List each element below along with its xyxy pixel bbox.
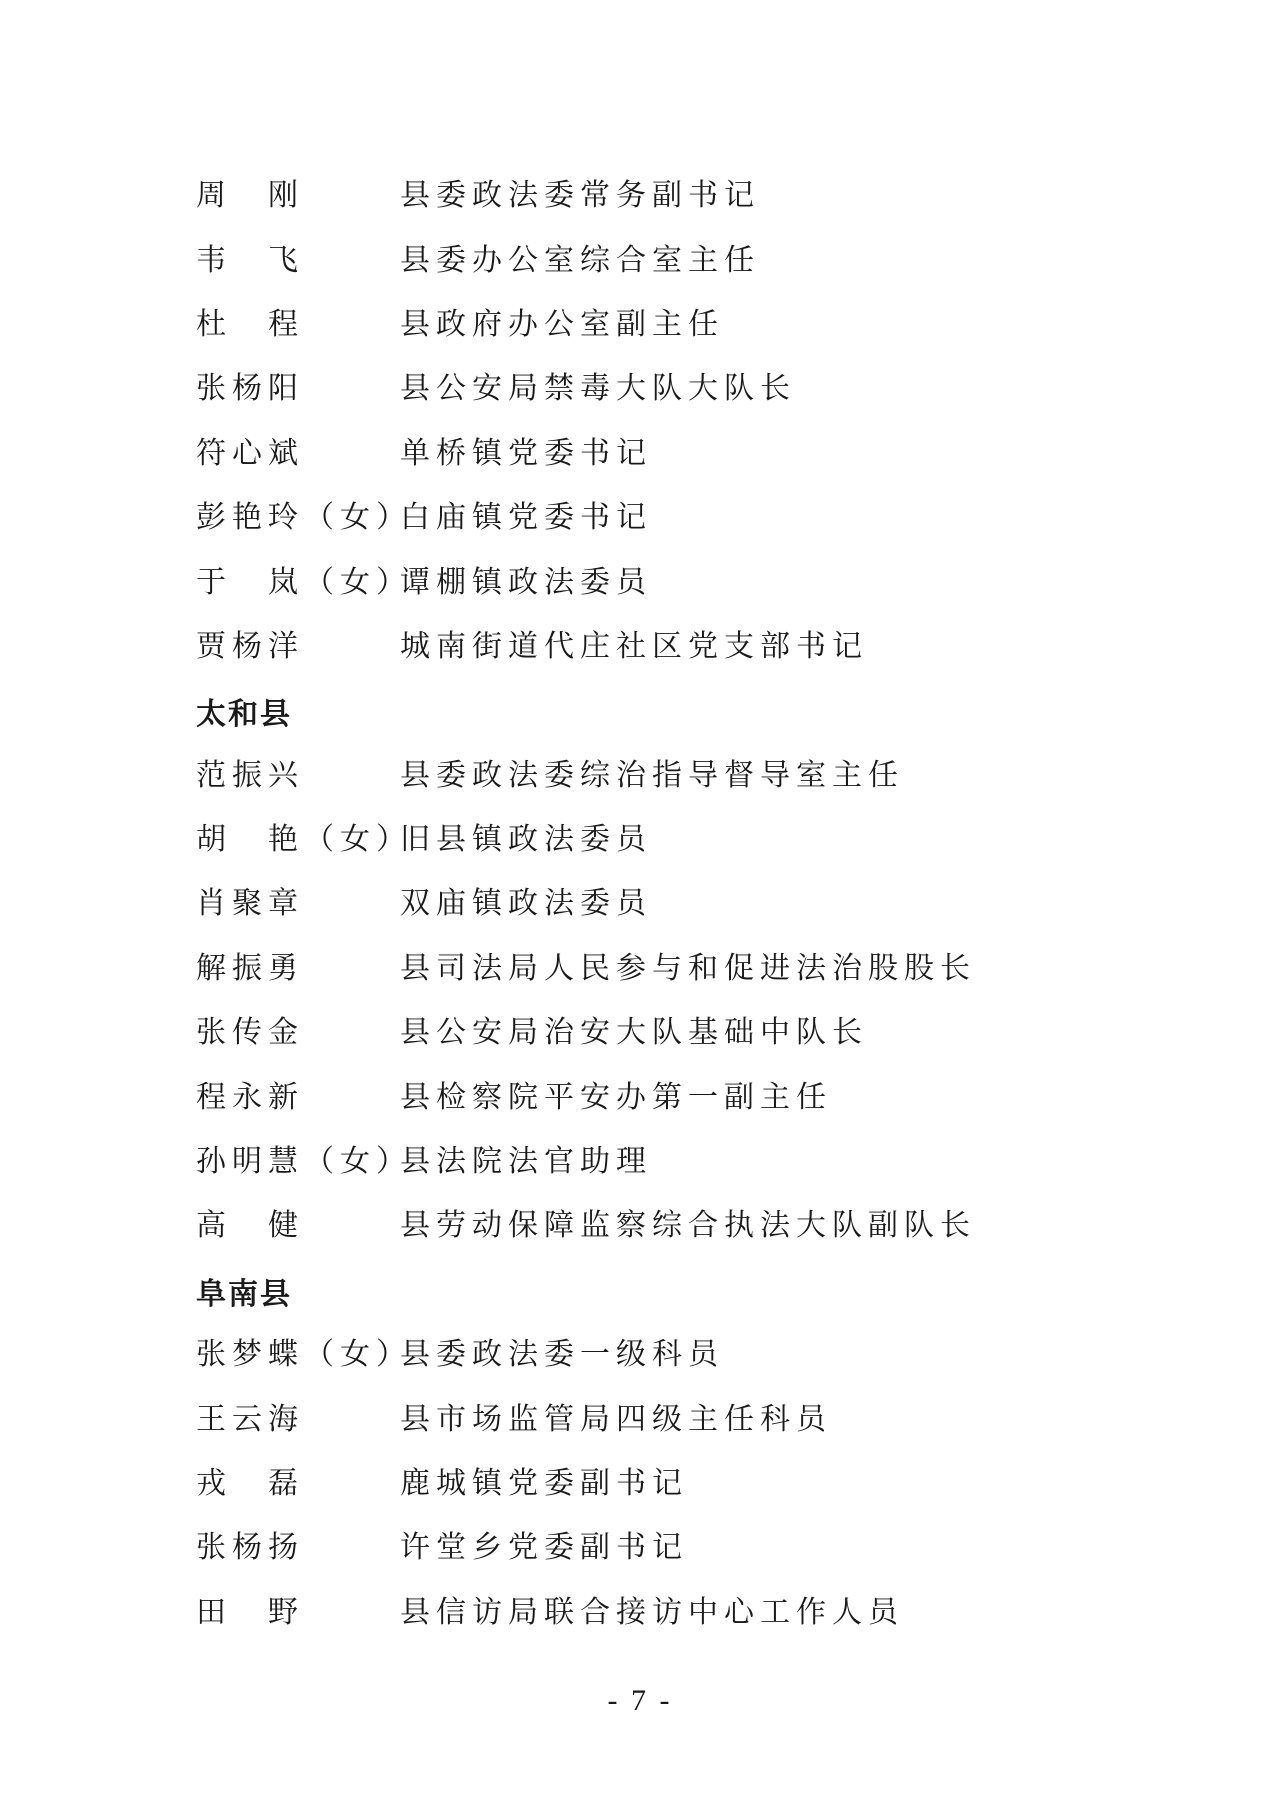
person-title: 县劳动保障监察综合执法大队副队长 (400, 1208, 976, 1244)
person-name: 杜 程 (196, 306, 304, 342)
person-name: 彭艳玲（女） (196, 500, 412, 536)
person-title: 县司法局人民参与和促进法治股股长 (400, 950, 976, 986)
person-name: 胡 艳（女） (196, 822, 412, 858)
person-title: 县委办公室综合室主任 (400, 242, 760, 278)
person-title: 旧县镇政法委员 (400, 822, 652, 858)
person-name: 肖聚章 (196, 886, 304, 922)
list-item (196, 1581, 1096, 1645)
person-name: 范振兴 (196, 757, 304, 793)
person-name: 田 野 (196, 1594, 304, 1630)
list-item (196, 872, 1096, 936)
person-title: 双庙镇政法委员 (400, 886, 652, 922)
person-title: 单桥镇党委书记 (400, 435, 652, 471)
person-title: 县委政法委一级科员 (400, 1337, 724, 1373)
list-item (196, 808, 1096, 872)
person-name: 戎 磊 (196, 1466, 304, 1501)
list-item (196, 357, 1096, 421)
list-item (196, 422, 1096, 486)
list-item (196, 937, 1096, 1001)
section-heading: 阜南县 (196, 1276, 292, 1312)
person-title: 谭棚镇政法委员 (400, 564, 652, 600)
list-item (196, 164, 1096, 228)
list-item (196, 1516, 1096, 1580)
person-title: 县政府办公室副主任 (400, 306, 724, 342)
person-name: 符心斌 (196, 435, 304, 471)
page-number: - 7 - (607, 1684, 673, 1717)
person-name: 韦 飞 (196, 242, 304, 278)
person-name: 张杨扬 (196, 1530, 304, 1566)
section-heading: 太和县 (196, 697, 292, 733)
list-item (196, 1130, 1096, 1194)
personnel-list (196, 164, 1096, 1645)
list-item (196, 1387, 1096, 1451)
person-title: 县市场监管局四级主任科员 (400, 1401, 832, 1437)
person-title: 白庙镇党委书记 (400, 500, 652, 536)
person-name: 解振勇 (196, 950, 304, 986)
person-title: 县信访局联合接访中心工作人员 (400, 1594, 904, 1630)
list-item (196, 1194, 1096, 1258)
list-item (196, 550, 1096, 614)
person-name: 张传金 (196, 1015, 304, 1051)
person-title: 县公安局治安大队基础中队长 (400, 1015, 868, 1051)
list-item (196, 1065, 1096, 1129)
person-name: 贾杨洋 (196, 628, 304, 664)
list-item (196, 486, 1096, 550)
person-name: 于 岚（女） (196, 564, 412, 600)
list-item (196, 744, 1096, 808)
person-title: 鹿城镇党委副书记 (400, 1466, 688, 1501)
person-title: 县法院法官助理 (400, 1144, 652, 1180)
list-item (196, 615, 1096, 679)
person-name: 张梦蝶（女） (196, 1337, 412, 1373)
person-title: 许堂乡党委副书记 (400, 1530, 688, 1566)
person-title: 县委政法委常务副书记 (400, 178, 760, 214)
person-name: 张杨阳 (196, 371, 304, 407)
list-item (196, 1001, 1096, 1065)
list-item (196, 1452, 1096, 1516)
list-item (196, 228, 1096, 292)
person-name: 高 健 (196, 1208, 304, 1244)
list-item (196, 293, 1096, 357)
person-name: 程永新 (196, 1079, 304, 1115)
person-title: 县公安局禁毒大队大队长 (400, 371, 796, 407)
list-item (196, 1323, 1096, 1387)
person-title: 县检察院平安办第一副主任 (400, 1079, 832, 1115)
person-name: 孙明慧（女） (196, 1144, 412, 1180)
person-title: 县委政法委综治指导督导室主任 (400, 757, 904, 793)
person-name: 周 刚 (196, 178, 304, 214)
person-name: 王云海 (196, 1401, 304, 1437)
person-title: 城南街道代庄社区党支部书记 (400, 628, 868, 664)
